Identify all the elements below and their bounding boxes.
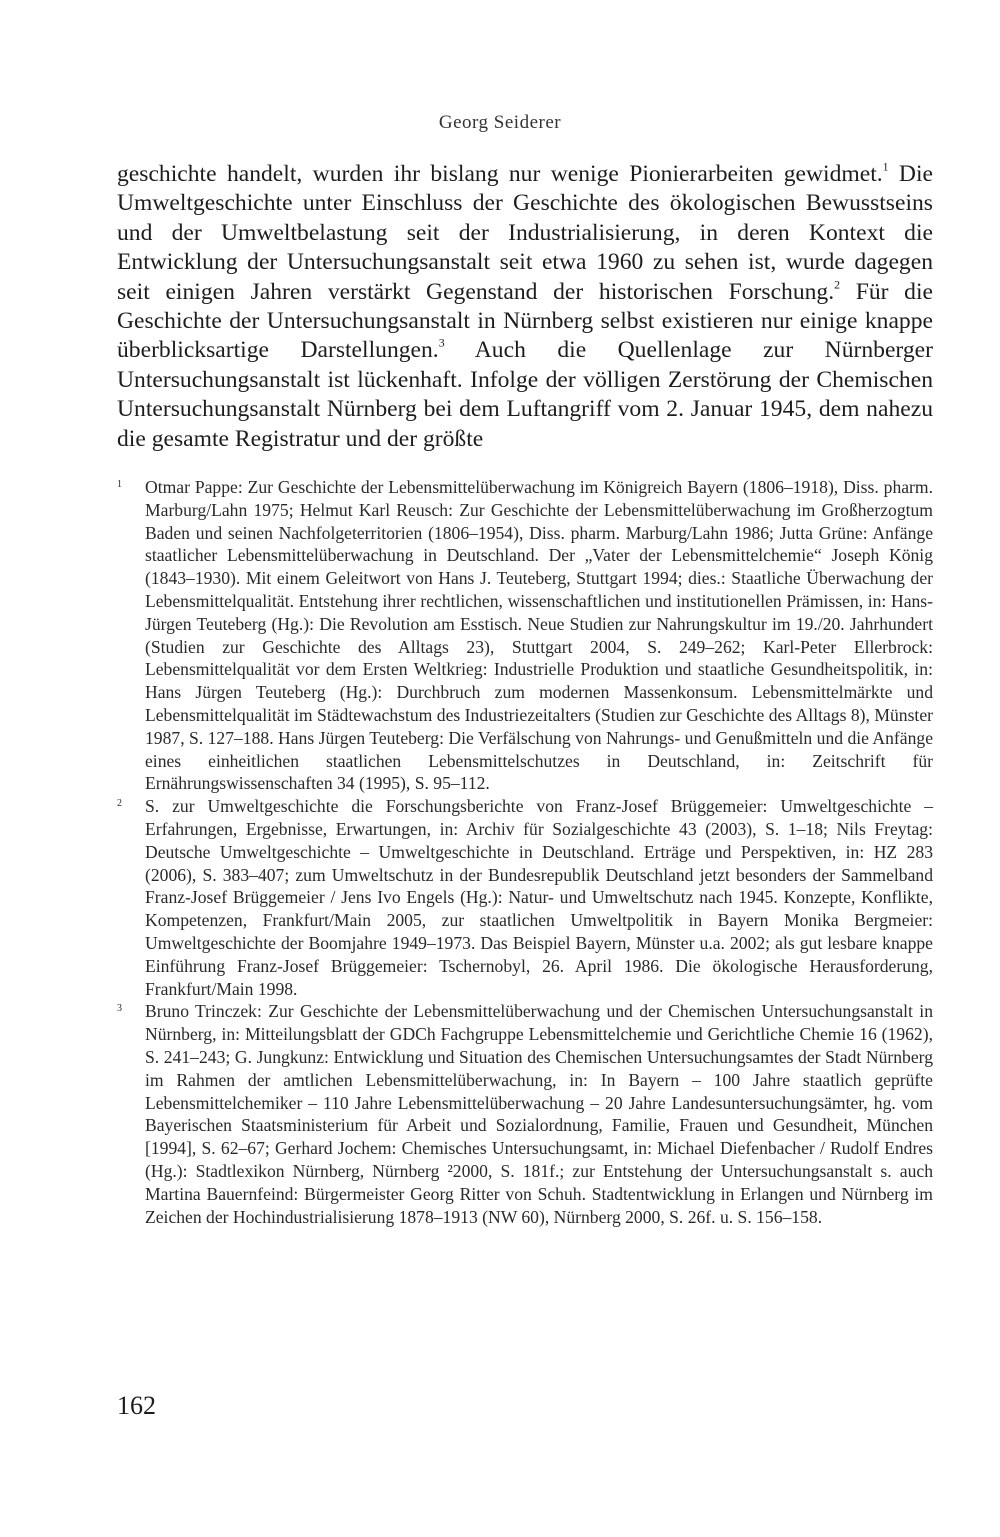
page-number: 162: [117, 1391, 156, 1420]
footnote-number: 1: [117, 479, 122, 490]
body-text-segment: Auch die Quellenlage zur Nürnberger Untersuchungsanstalt ist lückenhaft. Infolge der völligen Zerstörung der Chemischen Untersuchungsanstalt Nürnberg bei dem Luftangriff vom 2. Januar 1945, dem nahezu die gesamte Registratur und der größte: [117, 337, 933, 452]
footnote-reference: 1: [882, 159, 889, 174]
body-paragraph: [117, 160, 933, 454]
footnote: [117, 476, 933, 795]
footnote: [117, 795, 933, 1000]
running-head: Georg Seiderer: [438, 112, 562, 133]
body-text-segment: Für die Geschichte der Untersuchungsanstalt in Nürnberg selbst existieren nur einige knappe überblicksartige Darstellungen.: [117, 278, 933, 364]
footnotes: [117, 476, 933, 1228]
footnote-text: S. zur Umweltgeschichte die Forschungsberichte von Franz-Josef Brüggemeier: Umweltgeschichte – Erfahrungen, Ergebnisse, Erwartungen, in: Archiv für Sozialgeschichte 43 (2003), S. 1–18; Nils Freytag: Deutsche Umweltgeschichte – Umweltgeschichte in Deutschland. Erträge und Perspektiven, in: HZ 283 (2006), S. 383–407; zum Umweltschutz in der Bundesrepublik Deutschland jetzt besonders der Sammelband Franz-Josef Brüggemeier / Jens Ivo Engels (Hg.): Natur- und Umweltschutz nach 1945. Konzepte, Konflikte, Kompetenzen, Frankfurt/Main 2005, zur staatlichen Umweltpolitik in Bayern Monika Bergmeier: Umweltgeschichte der Boomjahre 1949–1973. Das Beispiel Bayern, Münster u.a. 2002; als gut lesbare knappe Einführung Franz-Josef Brüggemeier: Tschernobyl, 26. April 1986. Die ökologische Herausforderung, Frankfurt/Main 1998.: [145, 796, 933, 999]
body-text-segment: geschichte handelt, wurden ihr bislang nur wenige Pionierarbeiten gewidmet.: [117, 161, 883, 187]
footnote-number: 3: [117, 1003, 122, 1015]
footnote: [117, 1000, 933, 1228]
footnote-text: Bruno Trinczek: Zur Geschichte der Lebensmittelüberwachung und der Chemischen Untersuchungsanstalt in Nürnberg, in: Mitteilungsblatt der GDCh Fachgruppe Lebensmittelchemie und Gerichtliche Chemie 16 (1962), S. 241–243; G. Jungkunz: Entwicklung und Situation des Chemischen Untersuchungsamtes der Stadt Nürnberg im Rahmen der amtlichen Lebensmittelüberwachung, in: In Bayern – 100 Jahre staatlich geprüfte Lebensmittelchemiker – 110 Jahre Lebensmittelüberwachung – 20 Jahre Landesuntersuchungsämter, hg. vom Bayerischen Staatsministerium für Arbeit und Sozialordnung, Familie, Frauen und Gesundheit, München [1994], S. 62–67; Gerhard Jochem: Chemisches Untersuchungsamt, in: Michael Diefenbacher / Rudolf Endres (Hg.): Stadtlexikon Nürnberg, Nürnberg ²2000, S. 181f.; zur Entstehung der Untersuchungsanstalt s. auch Martina Bauernfeind: Bürgermeister Georg Ritter von Schuh. Stadtentwicklung in Erlangen und Nürnberg im Zeichen der Hochindustrialisierung 1878–1913 (NW 60), Nürnberg 2000, S. 26f. u. S. 156–158.: [145, 1001, 933, 1227]
footnote-number: 2: [117, 798, 122, 810]
main-text: [117, 160, 933, 454]
body-text-segment: Die Umweltgeschichte unter Einschluss der Geschichte des ökologischen Bewusstseins und der Umweltbelastung seit der Industrialisierung, in deren Kontext die Entwicklung der Untersuchungsanstalt seit etwa 1960 zu sehen ist, wurde dagegen seit einigen Jahren verstärkt Gegenstand der historischen Forschung.: [117, 161, 933, 305]
footnote-reference: 3: [438, 335, 445, 350]
footnote-reference: 2: [834, 277, 841, 292]
footnote-text: Otmar Pappe: Zur Geschichte der Lebensmittelüberwachung im Königreich Bayern (1806–1918), Diss. pharm. Marburg/Lahn 1975; Helmut Karl Reusch: Zur Geschichte der Lebensmittelüberwachung im Großherzogtum Baden und seinen Nachfolgeterritorien (1806–1954), Diss. pharm. Marburg/Lahn 1986; Jutta Grüne: Anfänge staatlicher Lebensmittelüberwachung in Deutschland. Der „Vater der Lebensmittelchemie“ Joseph König (1843–1930). Mit einem Geleitwort von Hans J. Teuteberg, Stuttgart 1994; dies.: Staatliche Überwachung der Lebensmittelqualität. Entstehung ihrer rechtlichen, wissenschaftlichen und institutionellen Prämissen, in: Hans-Jürgen Teuteberg (Hg.): Die Revolution am Esstisch. Neue Studien zur Nahrungskultur im 19./20. Jahrhundert (Studien zur Geschichte des Alltags 23), Stuttgart 2004, S. 249–262; Karl-Peter Ellerbrock: Lebensmittelqualität vor dem Ersten Weltkrieg: Industrielle Produktion und staatliche Gesundheitspolitik, in: Hans Jürgen Teuteberg (Hg.): Durchbruch zum modernen Massenkonsum. Lebensmittelmärkte und Lebensmittelqualität im Städtewachstum des Industriezeitalters (Studien zur Geschichte des Alltags 8), Münster 1987, S. 127–188. Hans Jürgen Teuteberg: Die Verfälschung von Nahrungs- und Genußmitteln und die Anfänge eines einheitlichen staatlichen Lebensmittelschutzes in Deutschland, in: Zeitschrift für Ernährungswissenschaften 34 (1995), S. 95–112.: [145, 477, 933, 794]
